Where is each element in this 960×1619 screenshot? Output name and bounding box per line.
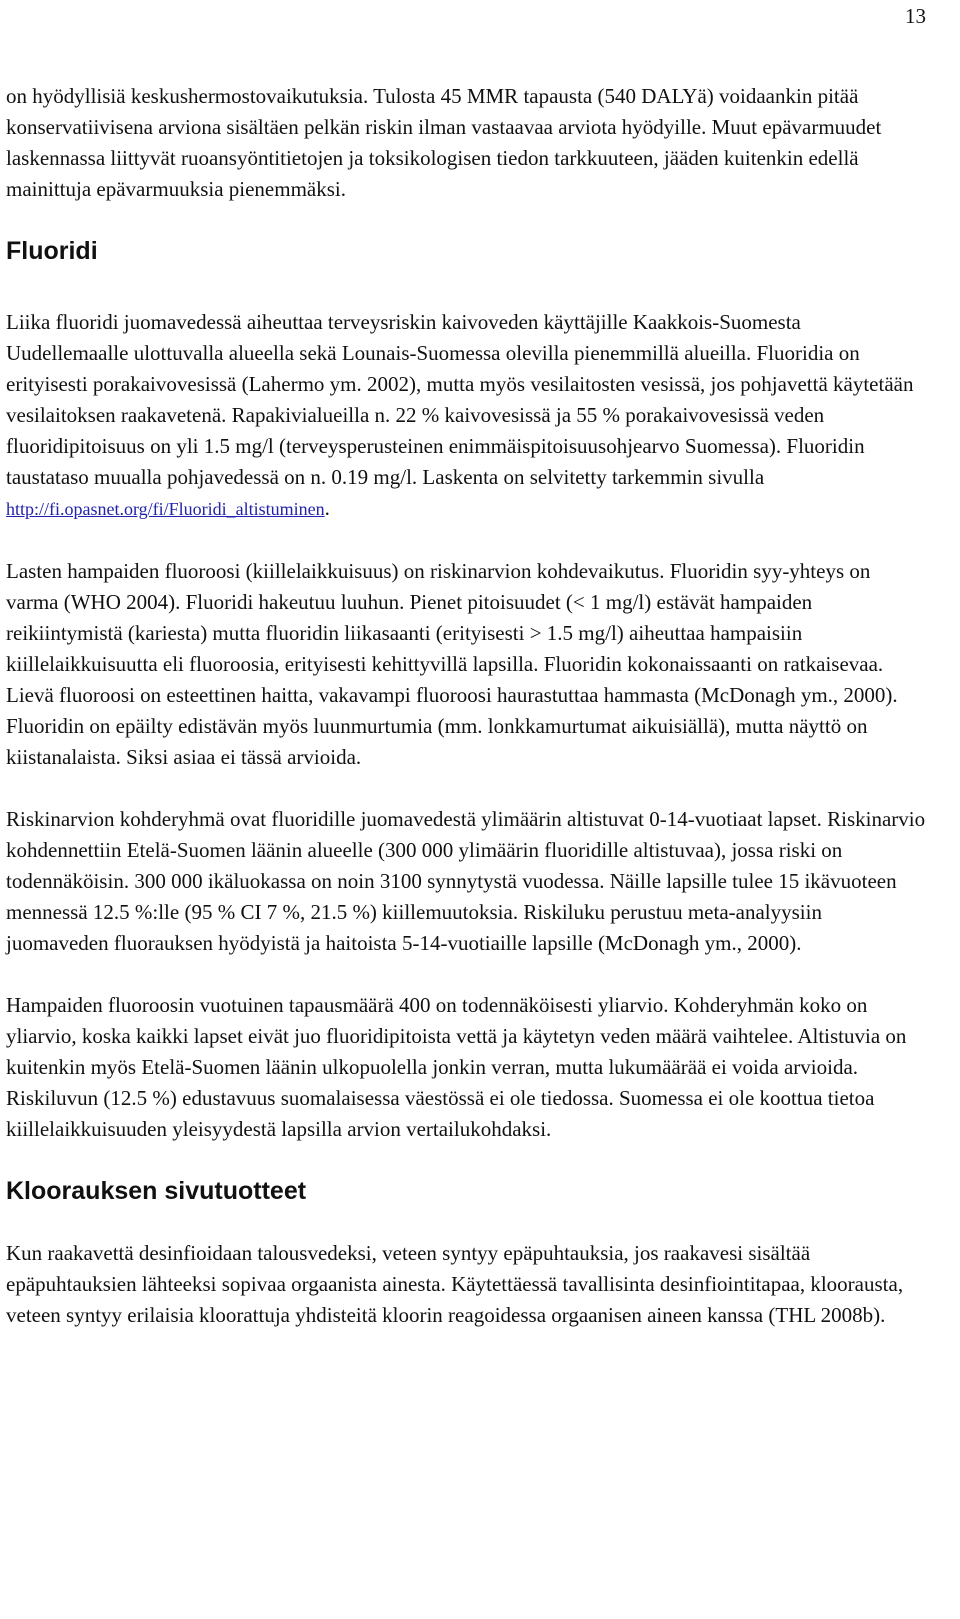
fluoridi-altistuminen-link[interactable]: http://fi.opasnet.org/fi/Fluoridi_altistuminen [6,499,325,519]
page-number: 13 [905,4,926,28]
section-heading-fluoridi: Fluoridi [6,237,98,265]
fluoridi-paragraph-1-text: Liika fluoridi juomavedessä aiheuttaa terveysriskin kaivoveden käyttäjille Kaakkois-Suomesta Uudellemaalle ulottuvalla alueella sekä Lounais-Suomessa olevilla pienemmillä alueilla. Fluoridia on erityisesti porakaivovesissä (Lahermo ym. 2002), mutta myös vesilaitosten vesissä, jos pohjavettä käytetään vesilaitoksen raakavetenä. Rapakivialueilla n. 22 % kaivovesissä ja 55 % porakaivovesissä veden fluoridipitoisuus on yli 1.5 mg/l (terveysperusteinen enimmäispitoisuusohjearvo Suomessa). Fluoridin taustataso muualla pohjavedessä on n. 0.19 mg/l. Laskenta on selvitetty tarkemmin sivulla [6,310,914,489]
fluoridi-paragraph-1 [6,307,926,525]
document-body [6,81,926,1331]
intro-paragraph: on hyödyllisiä keskushermostovaikutuksia. Tulosta 45 MMR tapausta (540 DALYä) voidaankin pitää konservatiivisena arviona sisältäen pelkän riskin ilman vastaavaa arviota hyödyille. Muut epävarmuudet laskennassa liittyvät ruoansyöntitietojen ja toksikologisen tiedon tarkkuuteen, jääden kuitenkin edellä mainittuja epävarmuuksia pienemmäksi. [6,84,882,201]
fluoridi-paragraph-3: Riskinarvion kohderyhmä ovat fluoridille juomavedestä ylimäärin altistuvat 0-14-vuotiaat lapset. Riskinarvio kohdennettiin Etelä-Suomen läänin alueelle (300 000 ylimäärin fluoridille altistuvaa), jossa riski on todennäköisin. 300 000 ikäluokassa on noin 3100 synnytystä vuodessa. Näille lapsille tulee 15 ikävuoteen mennessä 12.5 %:lle (95 % CI 7 %, 21.5 %) kiillemuutoksia. Riskiluku perustuu meta-analyysiin juomaveden fluorauksen hyödyistä ja haitoista 5-14-vuotiaille lapsille (McDonagh ym., 2000). [6,807,926,955]
klooraus-paragraph-1: Kun raakavettä desinfioidaan talousvedeksi, veteen syntyy epäpuhtauksia, jos raakavesi sisältää epäpuhtauksien lähteeksi sopivaa orgaanista ainesta. Käytettäessä tavallisinta desinfiointitapaa, kloorausta, veteen syntyy erilaisia kloorattuja yhdisteitä kloorin reagoidessa orgaanisen aineen kanssa (THL 2008b). [6,1241,904,1327]
fluoridi-paragraph-4: Hampaiden fluoroosin vuotuinen tapausmäärä 400 on todennäköisesti yliarvio. Kohderyhmän koko on yliarvio, koska kaikki lapset eivät juo fluoridipitoista vettä ja käytetyn veden määrä vaihtelee. Altistuvia on kuitenkin myös Etelä-Suomen läänin ulkopuolella jonkin verran, mutta lukumäärää ei voida arvioida. Riskiluvun (12.5 %) edustavuus suomalaisessa väestössä ei ole tiedossa. Suomessa ei ole koottua tietoa kiillelaikkuisuuden yleisyydestä lapsilla arvion vertailukohdaksi. [6,993,907,1141]
fluoridi-paragraph-1-end: . [324,496,330,520]
fluoridi-paragraph-2: Lasten hampaiden fluoroosi (kiillelaikkuisuus) on riskinarvion kohdevaikutus. Fluoridin syy-yhteys on varma (WHO 2004). Fluoridi hakeutuu luuhun. Pienet pitoisuudet (< 1 mg/l) estävät hampaiden reikiintymistä (kariesta) mutta fluoridin liikasaanti (erityisesti > 1.5 mg/l) aiheuttaa hampaisiin kiillelaikkuisuutta eli fluoroosia, erityisesti kehittyvillä lapsilla. Fluoridin kokonaissaanti on ratkaisevaa. Lievä fluoroosi on esteettinen haitta, vakavampi fluoroosi haurastuttaa hammasta (McDonagh ym., 2000). Fluoridin on epäilty edistävän myös luunmurtumia (mm. lonkkamurtumat aikuisiällä), mutta näyttö on kiistanalaista. Siksi asiaa ei tässä arvioida. [6,559,898,769]
section-heading-klooraus: Kloorauksen sivutuotteet [6,1177,307,1205]
